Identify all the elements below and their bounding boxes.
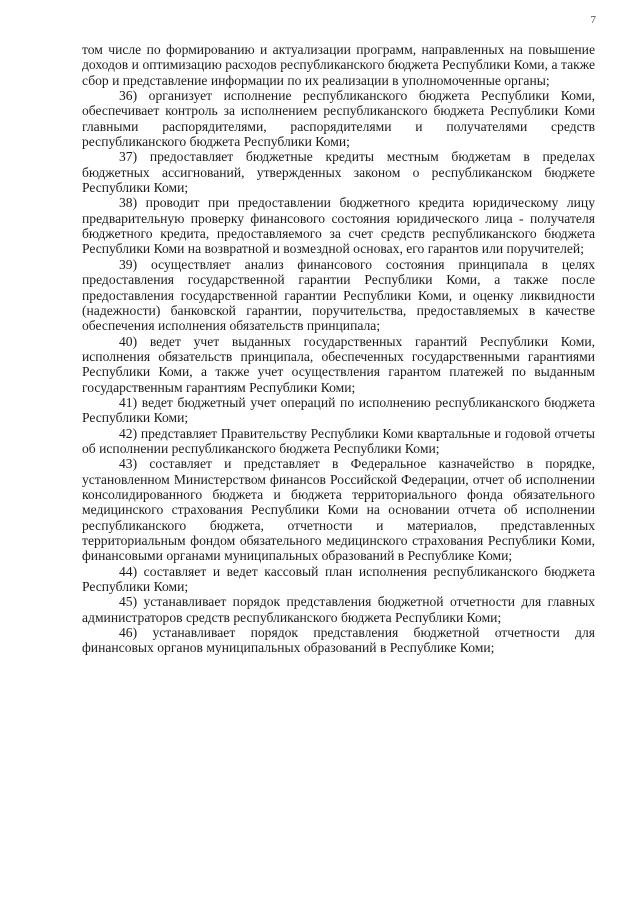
paragraph-item-37: 37) предоставляет бюджетные кредиты местным бюджетам в пределах бюджетных ассигнований, утвержденных законом о республиканском бюджете Республики Коми; bbox=[82, 149, 595, 196]
paragraph-item-45: 45) устанавливает порядок представления бюджетной отчетности для главных администраторов средств республиканского бюджета Республики Коми; bbox=[82, 594, 595, 625]
paragraph-item-43: 43) составляет и представляет в Федеральное казначейство в порядке, установленном Министерством финансов Российской Федерации, отчет об исполнении консолидированного бюджета и бюджета территориального фонда обязательного медицинского страхования Республики Коми на основании отчета об исполнении республиканского бюджета, отчетности и материалов, представленных территориальным фондом обязательного медицинского страхования Республики Коми, финансовыми органами муниципальных образований в Республике Коми; bbox=[82, 456, 595, 564]
paragraph-continuation: том числе по формированию и актуализации программ, направленных на повышение доходов и оптимизацию расходов республиканского бюджета Республики Коми, а также сбор и представление информации по их реализации в уполномоченные органы; bbox=[82, 42, 595, 88]
paragraph-item-44: 44) составляет и ведет кассовый план исполнения республиканского бюджета Республики Коми; bbox=[82, 563, 595, 595]
paragraph-item-38: 38) проводит при предоставлении бюджетного кредита юридическому лицу предварительную проверку финансового состояния юридического лица - получателя бюджетного кредита, предоставляемого за счет средств республиканского бюджета Республики Коми на возвратной и возмездной основах, его гарантов или поручителей; bbox=[82, 195, 595, 257]
paragraph-item-40: 40) ведет учет выданных государственных гарантий Республики Коми, исполнения обязательств принципала, обеспеченных государственными гарантиями Республики Коми, а также учет осуществления гарантом платежей по выданным государственным гарантиям Республики Коми; bbox=[82, 333, 595, 395]
paragraph-item-39: 39) осуществляет анализ финансового состояния принципала в целях предоставления государственной гарантии Республики Коми, а также после предоставления государственной гарантии Республики Коми, и оценку ликвидности (надежности) банковской гарантии, поручительства, предоставляемых в качестве обеспечения исполнения обязательств принципала; bbox=[82, 256, 595, 334]
paragraph-item-36: 36) организует исполнение республиканского бюджета Республики Коми, обеспечивает контроль за исполнением республиканского бюджета Республики Коми главными распорядителями, распорядителями и получателями средств республиканского бюджета Республики Коми; bbox=[82, 88, 595, 150]
page-number: 7 bbox=[590, 14, 596, 26]
document-body bbox=[82, 42, 595, 656]
paragraph-item-41: 41) ведет бюджетный учет операций по исполнению республиканского бюджета Республики Коми; bbox=[82, 394, 595, 426]
paragraph-item-42: 42) представляет Правительству Республики Коми квартальные и годовой отчеты об исполнении республиканского бюджета Республики Коми; bbox=[82, 425, 595, 456]
paragraph-item-46: 46) устанавливает порядок представления бюджетной отчетности для финансовых органов муниципальных образований в Республике Коми; bbox=[82, 625, 595, 656]
